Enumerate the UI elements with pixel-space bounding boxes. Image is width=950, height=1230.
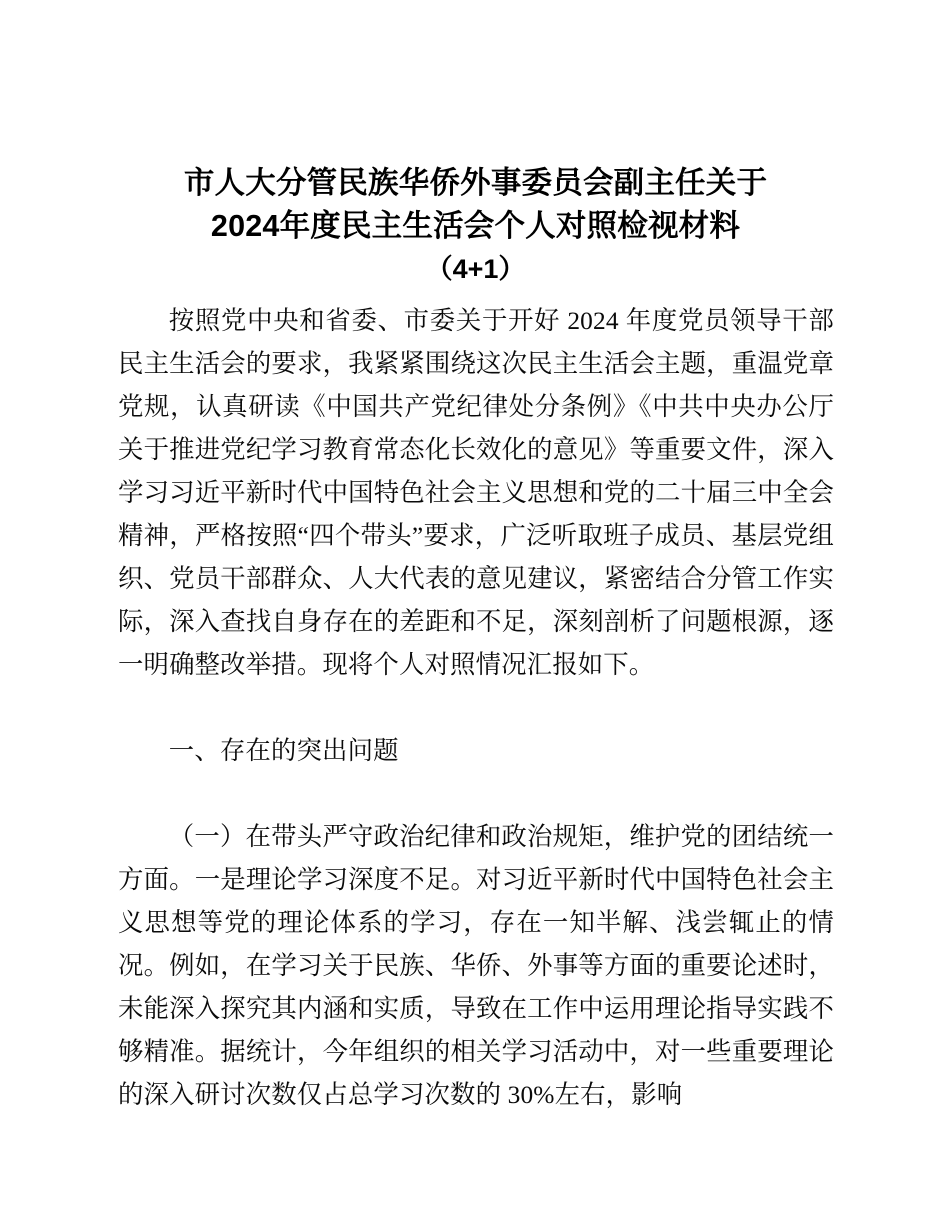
section-heading-one: 一、存在的突出问题: [168, 737, 399, 765]
title-line-1: 市人大分管民族华侨外事委员会副主任关于: [183, 166, 768, 200]
title-line-3: （4+1）: [425, 254, 526, 284]
intro-paragraph: 按照党中央和省委、市委关于开好 2024 年度党员领导干部民主生活会的要求，我紧紧围绕这次民主生活会主题，重温党章党规，认真研读《中国共产党纪律处分条例》《中共中央办公厅关于推进党纪学习教育常态化长效化的意见》等重要文件，深入学习习近平新时代中国特色社会主义思想和党的二十届三中全会精神，严格按照“四个带头”要求，广泛听取班子成员、基层党组织、党员干部群众、人大代表的意见建议，紧密结合分管工作实际，深入查找自身存在的差距和不足，深刻剖析了问题根源，逐一明确整改举措。现将个人对照情况汇报如下。: [118, 307, 834, 679]
document-title: [118, 162, 833, 291]
document-body: [118, 300, 834, 1117]
paragraph-spacer: [118, 773, 834, 816]
paragraph-spacer: [118, 687, 834, 730]
title-line-2: 2024年度民主生活会个人对照检视材料: [210, 209, 741, 243]
subsection-one-paragraph: （一）在带头严守政治纪律和政治规矩，维护党的团结统一方面。一是理论学习深度不足。对习近平新时代中国特色社会主义思想等党的理论体系的学习，存在一知半解、浅尝辄止的情况。例如，在学习关于民族、华侨、外事等方面的重要论述时，未能深入探究其内涵和实质，导致在工作中运用理论指导实践不够精准。据统计，今年组织的相关学习活动中，对一些重要理论的深入研讨次数仅占总学习次数的 30%左右，影响: [118, 823, 834, 1109]
